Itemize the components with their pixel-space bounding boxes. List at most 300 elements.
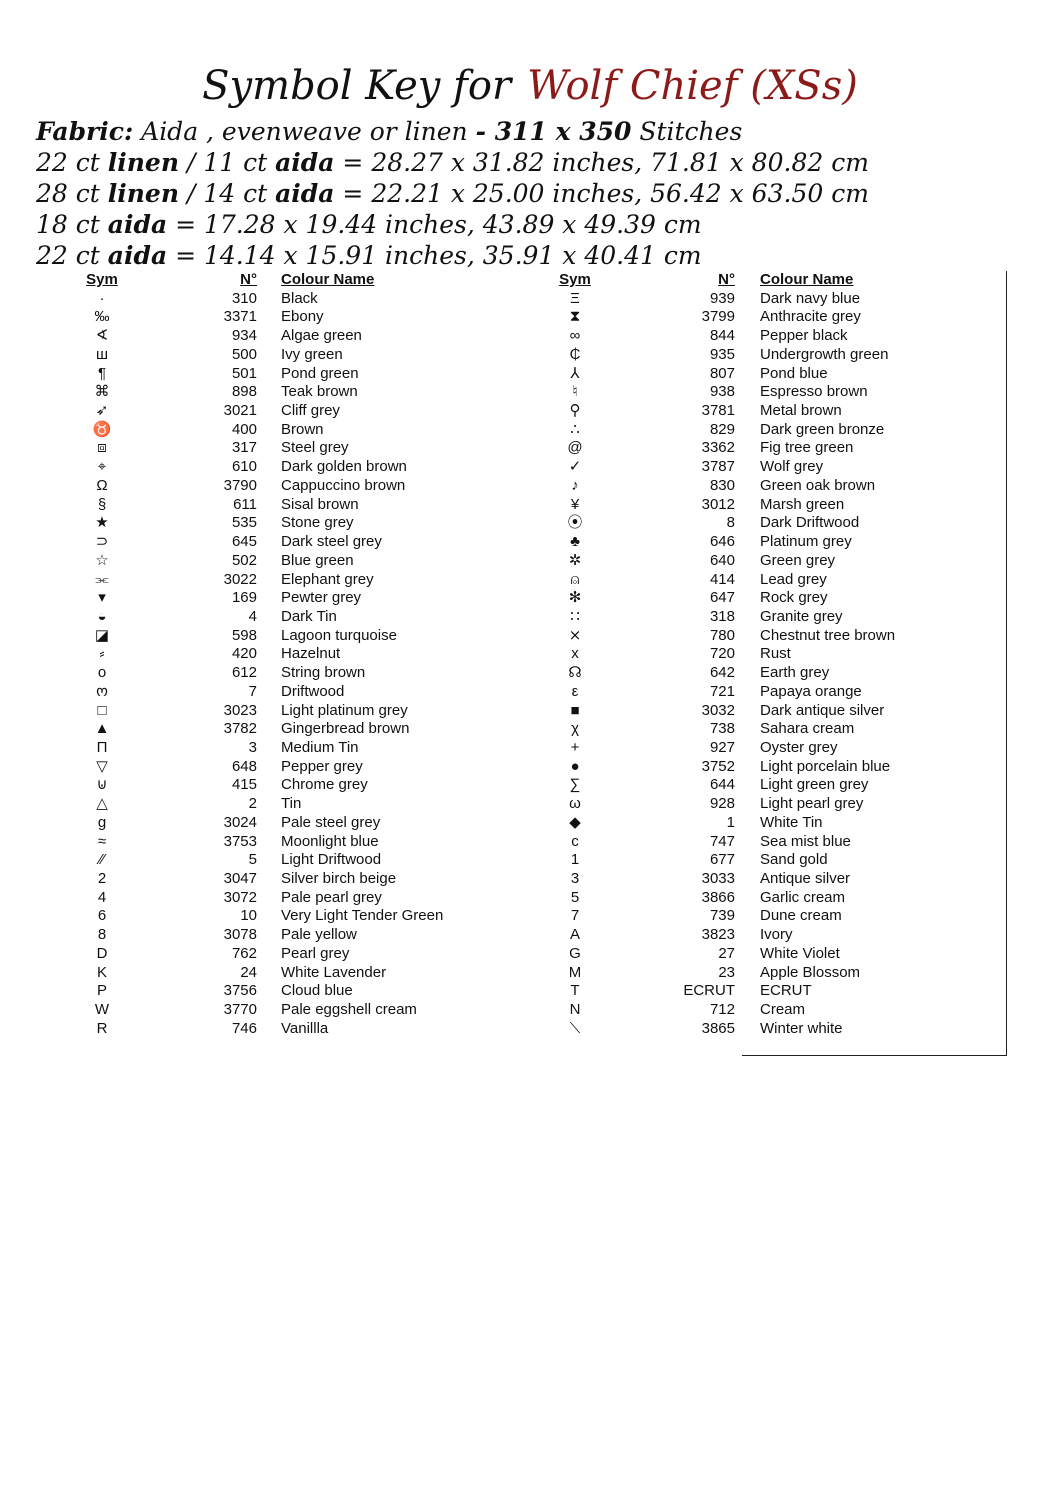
table-row [555, 458, 1007, 477]
table-row [555, 945, 1007, 964]
symbol-cell: W [94, 1001, 110, 1019]
table-row [555, 683, 1007, 702]
symbol-cell: ⌖ [97, 458, 107, 476]
table-row [555, 627, 1007, 646]
spec-line-22ct-aida [36, 240, 869, 271]
table-row [555, 477, 1007, 496]
colour-name-cell: Sisal brown [281, 495, 359, 513]
colour-name-cell: Pale eggshell cream [281, 1001, 417, 1019]
symbol-cell: N [569, 1001, 581, 1019]
spec-fabric: aida [107, 210, 168, 239]
symbol-cell: 4 [97, 888, 107, 906]
floss-number-cell: 3022 [223, 570, 257, 588]
colour-name-cell: Light platinum grey [281, 701, 408, 719]
symbol-cell: · [99, 289, 105, 307]
spec-text: 22 ct [36, 241, 108, 270]
symbol-cell: ⊍ [96, 776, 108, 794]
colour-name-cell: Apple Blossom [760, 963, 861, 981]
table-row [555, 795, 1007, 814]
colour-name-cell: Dune cream [760, 907, 842, 925]
spec-fabric: linen [107, 179, 180, 208]
symbol-cell: A [569, 926, 580, 944]
table-row [555, 308, 1007, 327]
symbol-cell: ➶ [95, 402, 109, 420]
table-row [82, 589, 502, 608]
symbol-cell: ⅄ [570, 364, 580, 382]
table-row [82, 308, 502, 327]
table-row [82, 926, 502, 945]
colour-name-cell: Cream [760, 1001, 806, 1019]
table-row [82, 907, 502, 926]
symbol-cell: Ω [96, 476, 108, 494]
colour-name-cell: Light Driftwood [281, 851, 382, 869]
colour-name-cell: Pale pearl grey [281, 888, 382, 906]
spec-size: = 17.28 x 19.44 inches, 43.89 x 49.39 cm [167, 210, 702, 239]
table-row [82, 702, 502, 721]
table-row [82, 683, 502, 702]
symbol-cell: ო [96, 682, 108, 700]
spec-text: / 11 ct [179, 148, 276, 177]
table-row [82, 758, 502, 777]
floss-number-cell: 500 [231, 345, 257, 363]
floss-number-cell: 3799 [701, 308, 735, 326]
colour-name-cell: Ivory [760, 926, 793, 944]
colour-name-cell: Rock grey [760, 589, 828, 607]
floss-number-cell: 3047 [223, 870, 257, 887]
header-colour-name: Colour Name [281, 271, 375, 288]
table-row [82, 290, 502, 309]
spec-fabric: linen [107, 148, 180, 177]
table-row [555, 589, 1007, 608]
floss-number-cell: 844 [709, 327, 735, 345]
table-row [555, 1001, 1007, 1020]
table-row [82, 964, 502, 983]
colour-name-cell: Pond blue [760, 364, 828, 382]
floss-number-cell: 3362 [701, 439, 735, 457]
colour-name-cell: Pewter grey [281, 589, 362, 607]
table-row [82, 814, 502, 833]
symbol-cell: ▽ [96, 757, 108, 775]
colour-name-cell: Undergrowth green [760, 345, 889, 363]
symbol-cell: ⨯ [568, 626, 582, 644]
colour-name-cell: Steel grey [281, 439, 349, 457]
symbol-cell: □ [97, 701, 107, 719]
colour-name-cell: Dark navy blue [760, 289, 861, 307]
table-row [82, 851, 502, 870]
floss-number-cell: 677 [709, 851, 735, 869]
floss-number-cell: 3024 [223, 813, 257, 831]
floss-number-cell: 738 [709, 720, 735, 738]
colour-name-cell: Algae green [281, 327, 362, 345]
table-row [555, 907, 1007, 926]
floss-number-cell: 3756 [223, 982, 257, 1000]
symbol-cell: ω [569, 795, 581, 813]
colour-name-cell: Sahara cream [760, 720, 855, 738]
table-row [555, 1020, 1007, 1039]
table-row [82, 795, 502, 814]
floss-number-cell: 712 [709, 1001, 735, 1019]
symbol-cell: ★ [95, 514, 109, 532]
table-row [82, 889, 502, 908]
colour-name-cell: Pale steel grey [281, 813, 381, 831]
symbol-cell: ⚲ [569, 402, 581, 420]
colour-name-cell: Sand gold [760, 851, 828, 869]
symbol-cell: ∷ [570, 607, 580, 625]
colour-name-cell: Anthracite grey [760, 308, 861, 326]
table-row [82, 870, 502, 889]
table-row [82, 346, 502, 365]
colour-name-cell: Papaya orange [760, 682, 862, 700]
symbol-cell: ♉ [92, 420, 112, 438]
table-bottom-border [742, 1055, 1007, 1056]
table-row [555, 720, 1007, 739]
symbol-cell: ₵ [569, 345, 581, 363]
symbol-cell: @ [567, 439, 583, 457]
table-row [555, 702, 1007, 721]
table-row [555, 851, 1007, 870]
table-row [82, 1001, 502, 1020]
floss-number-cell: 3371 [223, 308, 257, 326]
colour-name-cell: Oyster grey [760, 738, 838, 756]
colour-name-cell: White Lavender [281, 963, 387, 981]
spec-line-fabric [36, 116, 869, 147]
symbol-cell: ♮ [572, 383, 578, 401]
symbol-cell: ⸗ [99, 645, 105, 663]
floss-number-cell: 24 [240, 963, 257, 981]
symbol-cell: ш [95, 345, 109, 363]
symbol-cell: △ [96, 795, 108, 813]
floss-number-cell: 830 [709, 476, 735, 494]
colour-name-cell: Wolf grey [760, 458, 824, 476]
floss-number-cell: 829 [709, 420, 735, 438]
table-row [555, 889, 1007, 908]
spec-line-28ct [36, 178, 869, 209]
colour-name-cell: Dark Tin [281, 607, 337, 625]
symbol-cell: § [97, 495, 107, 513]
colour-name-cell: Hazelnut [281, 645, 341, 663]
floss-number-cell: 3033 [701, 870, 735, 887]
table-row [555, 664, 1007, 683]
floss-number-cell: 642 [709, 664, 735, 682]
floss-number-cell: 3823 [701, 926, 735, 944]
colour-name-cell: Dark green bronze [760, 420, 885, 438]
symbol-key-table-right [555, 271, 1007, 1038]
fabric-specs [36, 116, 869, 271]
symbol-cell: x [571, 645, 579, 663]
table-row [82, 514, 502, 533]
colour-name-cell: White Tin [760, 813, 823, 831]
table-row [555, 514, 1007, 533]
floss-number-cell: 10 [240, 907, 257, 925]
colour-name-cell: Very Light Tender Green [281, 907, 444, 925]
symbol-cell: ■ [570, 701, 580, 719]
floss-number-cell: 4 [248, 607, 257, 625]
table-row [555, 290, 1007, 309]
colour-name-cell: Tin [281, 795, 302, 813]
symbol-cell: ⍝ [570, 570, 580, 588]
table-row [555, 327, 1007, 346]
floss-number-cell: 400 [231, 420, 257, 438]
table-row [555, 421, 1007, 440]
header-number: N° [240, 271, 257, 288]
symbol-cell: ♪ [571, 476, 579, 494]
spec-line-22ct [36, 147, 869, 178]
table-right-border [1006, 271, 1007, 1055]
table-row [82, 383, 502, 402]
colour-name-cell: Green oak brown [760, 476, 876, 494]
table-row [82, 327, 502, 346]
table-row [555, 926, 1007, 945]
spec-fabric: aida [275, 179, 335, 208]
table-row [82, 608, 502, 627]
colour-name-cell: Chestnut tree brown [760, 626, 896, 644]
floss-number-cell: 502 [231, 551, 257, 569]
colour-name-cell: Dark steel grey [281, 533, 382, 551]
table-row [555, 571, 1007, 590]
floss-number-cell: 807 [709, 364, 735, 382]
floss-number-cell: 3752 [701, 757, 735, 775]
floss-number-cell: 720 [709, 645, 735, 663]
table-row [82, 458, 502, 477]
floss-number-cell: 610 [231, 458, 257, 476]
floss-number-cell: 23 [718, 963, 735, 981]
symbol-cell: ⧗ [569, 308, 581, 326]
floss-number-cell: 3078 [223, 926, 257, 944]
table-row [82, 533, 502, 552]
spec-line-18ct [36, 209, 869, 240]
symbol-cell: ▲ [94, 720, 110, 738]
colour-name-cell: Cappuccino brown [281, 476, 406, 494]
floss-number-cell: 501 [231, 364, 257, 382]
floss-number-cell: 3032 [701, 701, 735, 719]
colour-name-cell: Earth grey [760, 664, 830, 682]
colour-name-cell: Rust [760, 645, 791, 663]
symbol-cell: Π [96, 738, 108, 756]
table-row [82, 421, 502, 440]
symbol-cell: ● [570, 757, 580, 775]
colour-name-cell: Gingerbread brown [281, 720, 410, 738]
colour-name-cell: String brown [281, 664, 366, 682]
symbol-cell: ⁄⁄ [99, 851, 105, 869]
floss-number-cell: 3787 [701, 458, 735, 476]
floss-number-cell: 3012 [701, 495, 735, 513]
colour-name-cell: Lagoon turquoise [281, 626, 397, 644]
symbol-cell: ♣ [570, 533, 580, 551]
colour-name-cell: Pepper black [760, 327, 848, 345]
floss-number-cell: 317 [231, 439, 257, 457]
spec-fabric: aida [275, 148, 335, 177]
floss-number-cell: 310 [231, 289, 257, 307]
spec-text: / 14 ct [179, 179, 276, 208]
colour-name-cell: Light pearl grey [760, 795, 864, 813]
symbol-cell: P [96, 982, 107, 1000]
symbol-cell: ⌘ [94, 383, 110, 401]
floss-number-cell: 3790 [223, 476, 257, 494]
colour-name-cell: Chrome grey [281, 776, 368, 794]
symbol-cell: 7 [570, 907, 580, 925]
table-row [82, 645, 502, 664]
symbol-cell: ε [571, 682, 579, 700]
table-row [82, 776, 502, 795]
symbol-key-table-left [82, 271, 502, 1038]
symbol-cell: o [97, 664, 107, 682]
header-sym: Sym [559, 271, 591, 288]
table-row [555, 365, 1007, 384]
colour-name-cell: Dark Driftwood [760, 514, 860, 532]
floss-number-cell: 780 [709, 626, 735, 644]
colour-name-cell: Espresso brown [760, 383, 868, 401]
floss-number-cell: 3 [248, 738, 257, 756]
spec-text: 18 ct [36, 210, 108, 239]
colour-name-cell: Metal brown [760, 402, 842, 420]
symbol-cell: + [570, 738, 580, 756]
header-number: N° [718, 271, 735, 288]
floss-number-cell: 2 [248, 795, 257, 813]
table-row [555, 608, 1007, 627]
symbol-cell: Ξ [570, 289, 580, 307]
colour-name-cell: Cliff grey [281, 402, 340, 420]
colour-name-cell: Light porcelain blue [760, 757, 891, 775]
floss-number-cell: 3021 [223, 402, 257, 420]
page-title [0, 60, 1060, 112]
header-colour-name: Colour Name [760, 271, 854, 288]
symbol-cell: ≈ [97, 832, 107, 850]
symbol-cell: R [96, 1019, 108, 1037]
stitches-label: Stitches [631, 117, 743, 146]
floss-number-cell: 746 [231, 1019, 257, 1037]
table-row [82, 739, 502, 758]
spec-text: 28 ct [36, 179, 108, 208]
floss-number-cell: 934 [231, 327, 257, 345]
table-row [82, 664, 502, 683]
floss-number-cell: 644 [709, 776, 735, 794]
fabric-label: Fabric: [36, 117, 134, 146]
floss-number-cell: 598 [231, 626, 257, 644]
colour-name-cell: Silver birch beige [281, 870, 397, 887]
floss-number-cell: 3782 [223, 720, 257, 738]
colour-name-cell: Fig tree green [760, 439, 854, 457]
table-row [555, 439, 1007, 458]
symbol-cell: 3 [570, 870, 580, 887]
colour-name-cell: Pale yellow [281, 926, 357, 944]
table-row [82, 365, 502, 384]
table-row [555, 645, 1007, 664]
colour-name-cell: Garlic cream [760, 888, 846, 906]
floss-number-cell: 640 [709, 551, 735, 569]
symbol-cell: ✓ [568, 458, 582, 476]
symbol-cell: ∑ [569, 776, 581, 794]
colour-name-cell: ECRUT [760, 982, 812, 1000]
colour-name-cell: Dark golden brown [281, 458, 407, 476]
floss-number-cell: 927 [709, 738, 735, 756]
symbol-cell: ¥ [570, 495, 580, 513]
floss-number-cell: 3866 [701, 888, 735, 906]
symbol-cell: 5 [570, 888, 580, 906]
colour-name-cell: Black [281, 289, 318, 307]
symbol-cell: G [569, 944, 581, 962]
table-row [82, 1020, 502, 1039]
symbol-cell: M [568, 963, 582, 981]
table-row [82, 627, 502, 646]
colour-name-cell: Blue green [281, 551, 354, 569]
symbol-cell: ◆ [569, 813, 581, 831]
floss-number-cell: 646 [709, 533, 735, 551]
floss-number-cell: 611 [233, 495, 257, 513]
floss-number-cell: 8 [726, 514, 735, 532]
symbol-cell: ¶ [97, 364, 107, 382]
table-row [82, 439, 502, 458]
floss-number-cell: 318 [709, 607, 735, 625]
table-row [555, 870, 1007, 889]
colour-name-cell: Pepper grey [281, 757, 363, 775]
floss-number-cell: 5 [248, 851, 257, 869]
table-row [555, 402, 1007, 421]
colour-name-cell: Cloud blue [281, 982, 353, 1000]
symbol-cell: ∞ [569, 327, 581, 345]
floss-number-cell: 739 [709, 907, 735, 925]
colour-name-cell: Green grey [760, 551, 836, 569]
colour-name-cell: Antique silver [760, 870, 851, 887]
floss-number-cell: 647 [709, 589, 735, 607]
floss-number-cell: 648 [231, 757, 257, 775]
floss-number-cell: ECRUT [683, 982, 735, 1000]
spec-size: = 22.21 x 25.00 inches, 56.42 x 63.50 cm [334, 179, 869, 208]
symbol-cell: ⦿ [567, 514, 583, 532]
colour-name-cell: Ebony [281, 308, 324, 326]
colour-name-cell: Platinum grey [760, 533, 852, 551]
fabric-dash: - [475, 117, 486, 146]
colour-name-cell: Elephant grey [281, 570, 374, 588]
colour-name-cell: Medium Tin [281, 738, 359, 756]
table-row [82, 402, 502, 421]
table-row [82, 552, 502, 571]
table-row [82, 833, 502, 852]
colour-name-cell: Light green grey [760, 776, 869, 794]
colour-name-cell: Pond green [281, 364, 359, 382]
table-row [555, 533, 1007, 552]
floss-number-cell: 747 [709, 832, 735, 850]
table-row [555, 758, 1007, 777]
stitch-count: 311 x 350 [486, 117, 632, 146]
table-row [555, 739, 1007, 758]
table-row [555, 383, 1007, 402]
floss-number-cell: 3023 [223, 701, 257, 719]
colour-name-cell: Teak brown [281, 383, 358, 401]
table-row [555, 982, 1007, 1001]
spec-size: = 14.14 x 15.91 inches, 35.91 x 40.41 cm [167, 241, 702, 270]
colour-name-cell: Sea mist blue [760, 832, 851, 850]
floss-number-cell: 7 [248, 682, 257, 700]
floss-number-cell: 612 [231, 664, 257, 682]
symbol-cell: T [570, 982, 580, 1000]
spec-text: 22 ct [36, 148, 108, 177]
floss-number-cell: 3781 [701, 402, 735, 420]
floss-number-cell: 3865 [701, 1019, 735, 1037]
symbol-cell: 8 [97, 926, 107, 944]
colour-name-cell: Dark antique silver [760, 701, 885, 719]
colour-name-cell: Vanillla [281, 1019, 329, 1037]
floss-number-cell: 3072 [223, 888, 257, 906]
table-row [555, 776, 1007, 795]
colour-name-cell: Winter white [760, 1019, 843, 1037]
table-header [555, 271, 1007, 290]
floss-number-cell: 414 [709, 570, 735, 588]
floss-number-cell: 898 [231, 383, 257, 401]
table-row [555, 496, 1007, 515]
title-prefix: Symbol Key for [202, 63, 512, 109]
table-row [82, 571, 502, 590]
colour-name-cell: Driftwood [281, 682, 345, 700]
